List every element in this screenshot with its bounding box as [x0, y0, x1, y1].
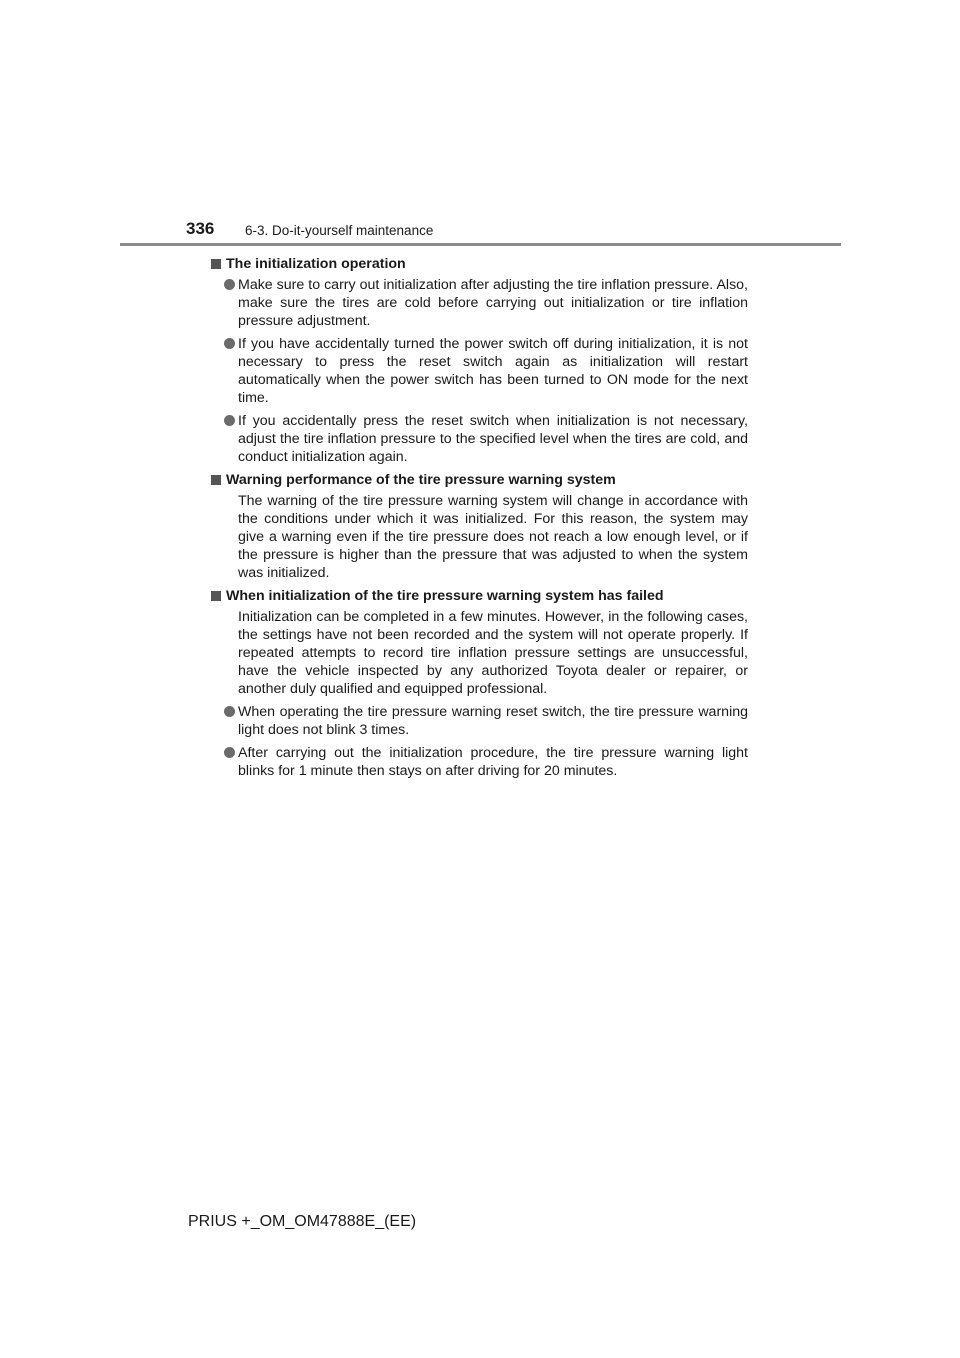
section-initialization-failed: [211, 587, 748, 780]
square-bullet-icon: [211, 591, 221, 601]
section-paragraph: The warning of the tire pressure warning system will change in accordance with the conditions under which it was initialized. For this reason, the system may give a warning even if the tire pressure does not reach a low enough level, or if the pressure is higher than the pressure that was adjusted to when the system was initialized.: [238, 493, 748, 581]
circle-bullet-icon: [224, 415, 235, 426]
list-item-text: If you accidentally press the reset switch when initialization is not necessary, adjust the tire inflation pressure to the specified level when the tires are cold, and conduct initialization again.: [238, 413, 748, 465]
list-item: [211, 276, 748, 330]
list-item: [211, 335, 748, 407]
section-heading: [211, 255, 748, 273]
circle-bullet-icon: [224, 706, 235, 717]
header-rule: [120, 243, 841, 246]
list-item: [211, 744, 748, 780]
section-warning-performance: [211, 471, 748, 582]
page-content: [211, 255, 748, 785]
square-bullet-icon: [211, 259, 221, 269]
section-title: 6-3. Do-it-yourself maintenance: [245, 223, 434, 238]
circle-bullet-icon: [224, 338, 235, 349]
list-item-text: If you have accidentally turned the power switch off during initialization, it is not necessary to press the reset switch again as initialization will restart automatically when the power switch has been turned to ON mode for the next time.: [238, 336, 748, 406]
page-number: 336: [186, 219, 215, 238]
list-item-text: When operating the tire pressure warning reset switch, the tire pressure warning light does not blink 3 times.: [238, 704, 748, 738]
circle-bullet-icon: [224, 279, 235, 290]
list-item: [211, 412, 748, 466]
section-initialization-operation: [211, 255, 748, 466]
section-heading-text: The initialization operation: [226, 256, 406, 272]
section-heading-text: Warning performance of the tire pressure warning system: [226, 472, 616, 488]
list-item-text: After carrying out the initialization procedure, the tire pressure warning light blinks for 1 minute then stays on after driving for 20 minutes.: [238, 745, 748, 779]
square-bullet-icon: [211, 475, 221, 485]
circle-bullet-icon: [224, 747, 235, 758]
footer-document-id: PRIUS +_OM_OM47888E_(EE): [188, 1213, 417, 1230]
section-heading: [211, 587, 748, 605]
list-item: [211, 703, 748, 739]
section-paragraph: Initialization can be completed in a few minutes. However, in the following cases, the settings have not been recorded and the system will not operate properly. If repeated attempts to record tire inflation pressure settings are unsuccessful, have the vehicle inspected by any authorized Toyota dealer or repairer, or another duly qualified and equipped professional.: [238, 609, 748, 697]
section-heading: [211, 471, 748, 489]
list-item-text: Make sure to carry out initialization after adjusting the tire inflation pressure. Also, make sure the tires are cold before carrying out initialization or tire inflation pressure adjustment.: [238, 277, 748, 329]
section-heading-text: When initialization of the tire pressure warning system has failed: [226, 588, 664, 604]
